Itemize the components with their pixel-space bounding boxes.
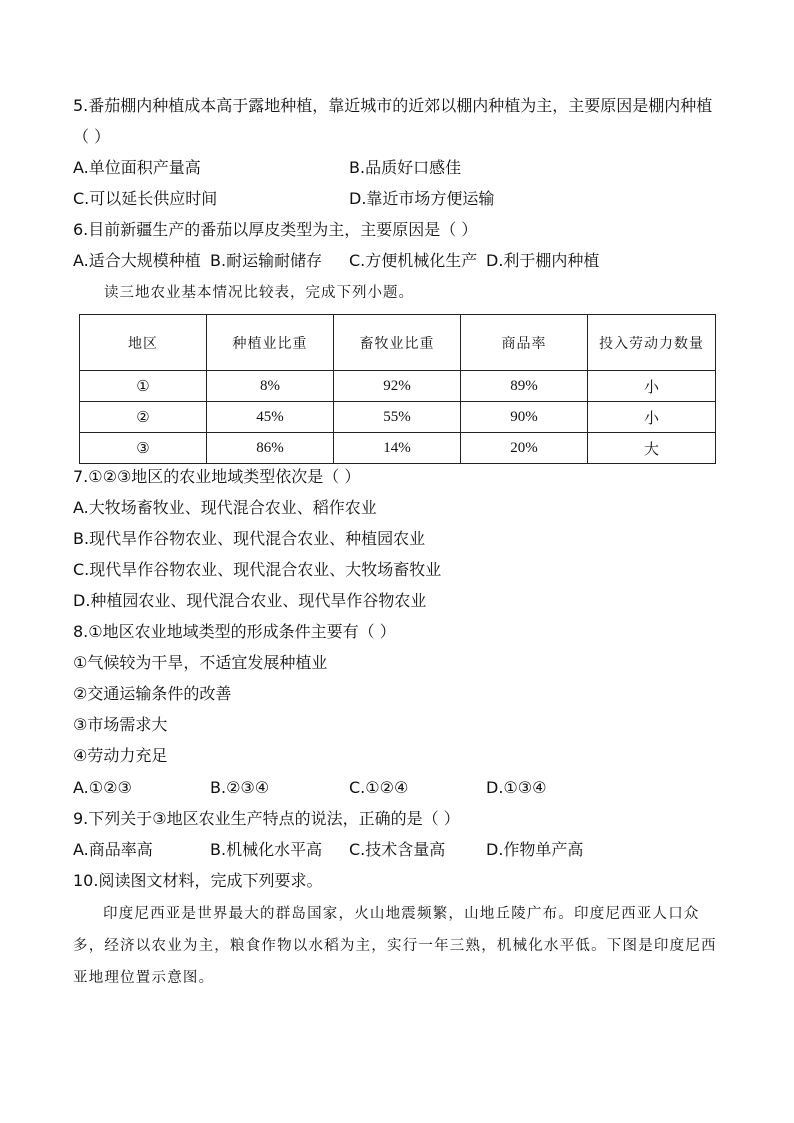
q6-option-b: B.耐运输耐储存 <box>210 251 323 270</box>
q8-option-d: D.①③④ <box>486 778 547 797</box>
q8-option-c: C.①②④ <box>349 778 409 797</box>
table-cell: 89% <box>461 371 588 402</box>
table-header: 投入劳动力数量 <box>588 315 716 371</box>
q7-option-a: A.大牧场畜牧业、现代混合农业、稻作农业 <box>73 498 377 517</box>
table-cell: 45% <box>207 402 334 433</box>
q9-option-a: A.商品率高 <box>73 840 153 859</box>
q5-option-c: C.可以延长供应时间 <box>73 189 218 208</box>
q8-option-b: B.②③④ <box>210 778 270 797</box>
q8-stem: 8.①地区农业地域类型的形成条件主要有（ ） <box>73 622 396 641</box>
table-cell: ② <box>80 402 207 433</box>
q5-option-a: A.单位面积产量高 <box>73 158 201 177</box>
q6-stem: 6.目前新疆生产的番茄以厚皮类型为主，主要原因是（ ） <box>73 220 478 239</box>
table-cell: 8% <box>207 371 334 402</box>
table-cell: 92% <box>334 371 461 402</box>
q8-condition-4: ④劳动力充足 <box>73 746 168 765</box>
table-row <box>80 433 716 464</box>
table-cell: 大 <box>588 433 716 464</box>
q5-option-b: B.品质好口感佳 <box>349 158 462 177</box>
q5-stem-line2: （ ） <box>73 127 111 146</box>
q10-stem: 10.阅读图文材料，完成下列要求。 <box>73 871 323 890</box>
q5-stem-line1: 5.番茄棚内种植成本高于露地种植，靠近城市的近郊以棚内种植为主，主要原因是棚内种植 <box>73 96 713 115</box>
q9-option-d: D.作物单产高 <box>486 840 584 859</box>
table-cell: 90% <box>461 402 588 433</box>
table-cell: 小 <box>588 402 716 433</box>
q7-option-d: D.种植园农业、现代混合农业、现代旱作谷物农业 <box>73 591 427 610</box>
table-row <box>80 402 716 433</box>
q7-option-b: B.现代旱作谷物农业、现代混合农业、种植园农业 <box>73 529 426 548</box>
table-row <box>80 371 716 402</box>
table-header: 商品率 <box>461 315 588 371</box>
table-header: 地区 <box>80 315 207 371</box>
table-header: 种植业比重 <box>207 315 334 371</box>
q8-option-a: A.①②③ <box>73 778 132 797</box>
q7-option-c: C.现代旱作谷物农业、现代混合农业、大牧场畜牧业 <box>73 560 442 579</box>
q6-option-a: A.适合大规模种植 <box>73 251 201 270</box>
q8-condition-2: ②交通运输条件的改善 <box>73 684 232 703</box>
q9-option-c: C.技术含量高 <box>349 840 446 859</box>
q8-condition-1: ①气候较为干旱，不适宜发展种植业 <box>73 653 328 672</box>
table-header-row <box>80 315 716 371</box>
q10-material-paragraph: 印度尼西亚是世界最大的群岛国家，火山地震频繁，山地丘陵广布。印度尼西亚人口众多，经济以农业为主，粮食作物以水稻为主，实行一年三熟，机械化水平低。下图是印度尼西亚地理位置示意图。 <box>73 906 717 986</box>
table-header: 畜牧业比重 <box>334 315 461 371</box>
q7-stem: 7.①②③地区的农业地域类型依次是（ ） <box>73 467 361 486</box>
table-cell: 20% <box>461 433 588 464</box>
table-cell: ③ <box>80 433 207 464</box>
q6-option-c: C.方便机械化生产 <box>349 251 478 270</box>
agriculture-comparison-table <box>79 314 716 464</box>
table-cell: 14% <box>334 433 461 464</box>
q6-option-d: D.利于棚内种植 <box>486 251 600 270</box>
q8-condition-3: ③市场需求大 <box>73 715 168 734</box>
table-intro: 读三地农业基本情况比较表，完成下列小题。 <box>104 285 414 301</box>
table-cell: 小 <box>588 371 716 402</box>
q5-option-d: D.靠近市场方便运输 <box>349 189 495 208</box>
q9-stem: 9.下列关于③地区农业生产特点的说法，正确的是（ ） <box>73 809 460 828</box>
q9-option-b: B.机械化水平高 <box>210 840 323 859</box>
table-cell: ① <box>80 371 207 402</box>
table-cell: 55% <box>334 402 461 433</box>
table-cell: 86% <box>207 433 334 464</box>
